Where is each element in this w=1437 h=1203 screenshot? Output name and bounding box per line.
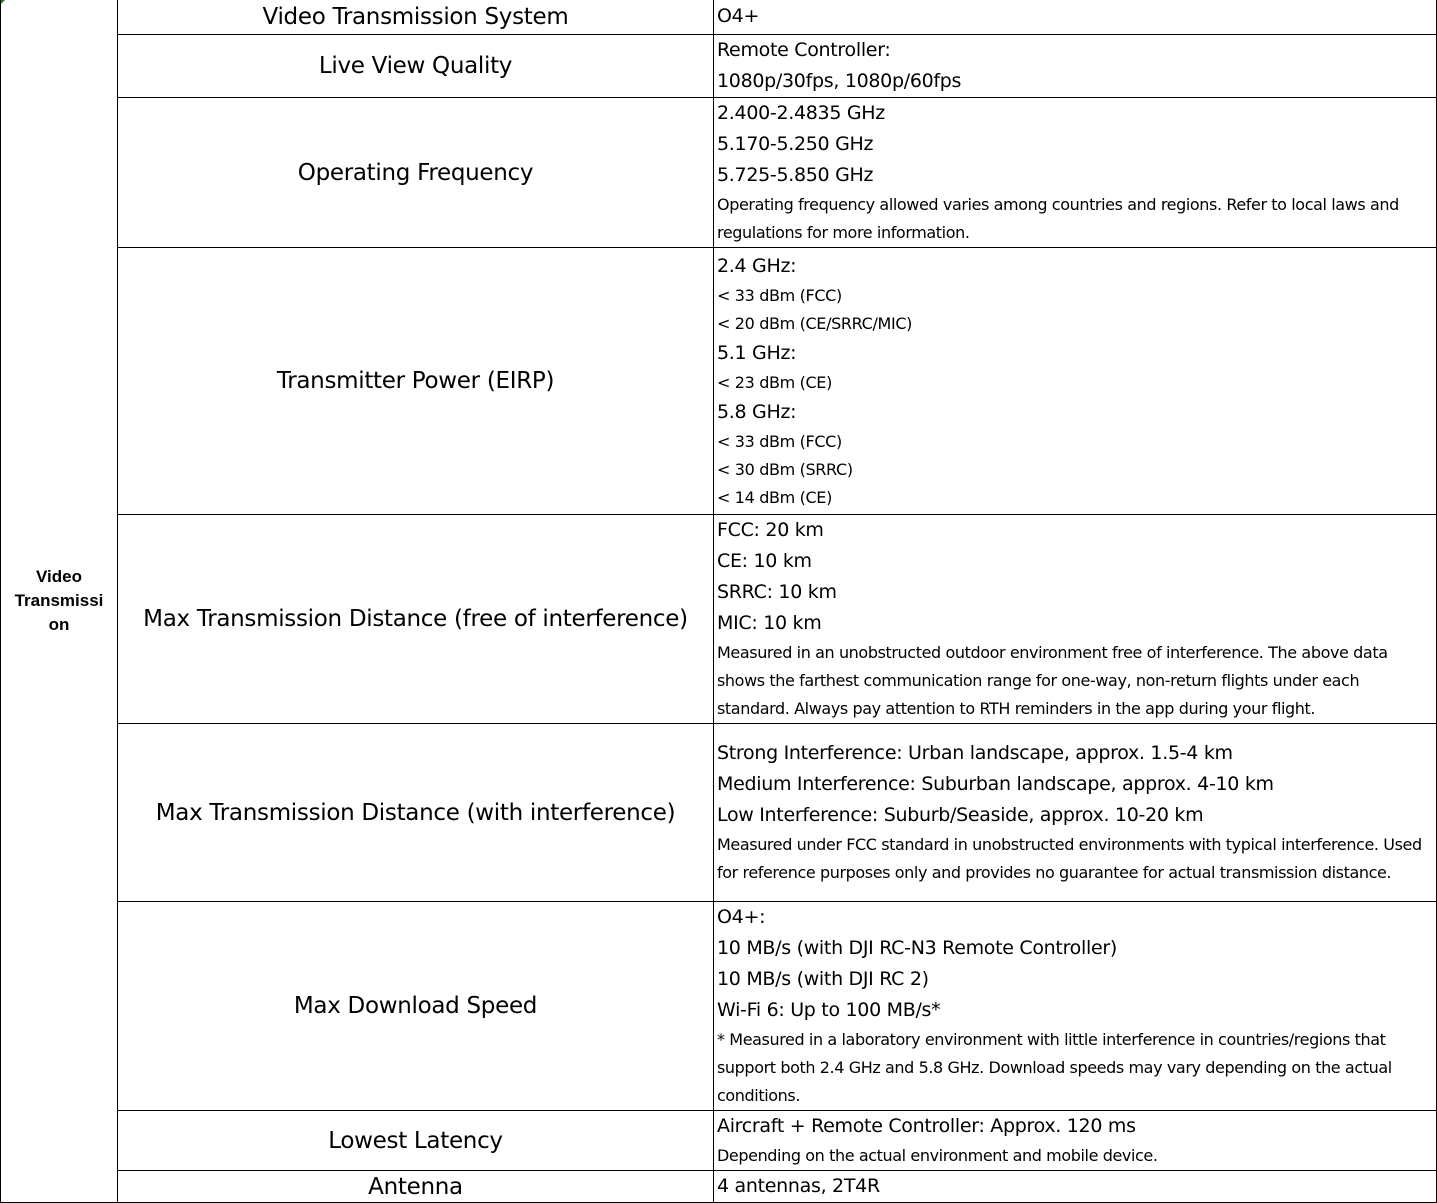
value-line: 5.725-5.850 GHz [717, 164, 874, 186]
value-line: FCC: 20 km [717, 519, 824, 541]
table-row [1, 35, 1437, 98]
value-line: 5.8 GHz: [717, 400, 797, 423]
table-row [1, 248, 1437, 515]
value-line: Remote Controller: [717, 39, 891, 61]
spec-label-cell[interactable]: Operating Frequency [118, 98, 714, 248]
value-line: Medium Interference: Suburban landscape, approx. 4-10 km [717, 773, 1274, 795]
spec-label-cell[interactable]: Max Transmission Distance (with interference) [118, 724, 714, 902]
spec-value-cell[interactable] [714, 1111, 1437, 1171]
value-note: * Measured in a laboratory environment with little interference in countries/regions that support both 2.4 GHz and 5.8 GHz. Download speeds may vary depending on the actual conditions. [717, 1030, 1392, 1105]
value-note: Depending on the actual environment and mobile device. [717, 1146, 1158, 1165]
spec-value-cell[interactable] [714, 1171, 1437, 1203]
value-note: Measured under FCC standard in unobstructed environments with typical interference. Used for reference purposes only and provides no guarantee for actual transmission distance. [717, 835, 1422, 882]
category-cell[interactable] [1, 0, 118, 1203]
value-line: SRRC: 10 km [717, 581, 837, 603]
value-line: 1080p/30fps, 1080p/60fps [717, 70, 962, 92]
spec-label-cell[interactable]: Transmitter Power (EIRP) [118, 248, 714, 515]
value-line: 5.1 GHz: [717, 341, 797, 364]
spec-value-cell[interactable] [714, 515, 1437, 724]
value-line: O4+ [717, 5, 760, 27]
spec-label-cell[interactable]: Live View Quality [118, 35, 714, 98]
table-row [1, 724, 1437, 902]
value-line: 4 antennas, 2T4R [717, 1175, 880, 1197]
table-row [1, 1111, 1437, 1171]
value-line: Aircraft + Remote Controller: Approx. 120 ms [717, 1115, 1136, 1137]
value-line: 10 MB/s (with DJI RC 2) [717, 968, 929, 990]
value-line: Low Interference: Suburb/Seaside, approx. 10-20 km [717, 804, 1204, 826]
table-row [1, 98, 1437, 248]
value-line: 2.4 GHz: [717, 254, 797, 277]
value-line: O4+: [717, 906, 766, 928]
spec-value-cell[interactable] [714, 724, 1437, 902]
value-subline: < 23 dBm (CE) [717, 372, 832, 392]
table-row [1, 515, 1437, 724]
spec-value-cell[interactable] [714, 98, 1437, 248]
value-line: Strong Interference: Urban landscape, approx. 1.5-4 km [717, 742, 1233, 764]
spec-value-cell[interactable] [714, 35, 1437, 98]
spec-label-cell[interactable]: Video Transmission System [118, 0, 714, 35]
table-row [1, 902, 1437, 1111]
spec-label-cell[interactable]: Max Transmission Distance (free of interference) [118, 515, 714, 724]
value-line: 2.400-2.4835 GHz [717, 102, 885, 124]
value-note: Operating frequency allowed varies among countries and regions. Refer to local laws and regulations for more information. [717, 195, 1399, 242]
value-line: Wi-Fi 6: Up to 100 MB/s* [717, 999, 941, 1021]
value-subline: < 20 dBm (CE/SRRC/MIC) [717, 313, 913, 333]
category-label-line: Video [36, 566, 82, 586]
value-subline: < 33 dBm (FCC) [717, 431, 842, 451]
category-label-line: on [48, 614, 70, 634]
category-label-line: Transmissi [14, 590, 104, 610]
spec-label-cell[interactable]: Antenna [118, 1171, 714, 1203]
value-note: Measured in an unobstructed outdoor environment free of interference. The above data shows the farthest communication range for one-way, non-return flights under each standard. Always pay attention to RTH reminders in the app during your flight. [717, 643, 1388, 718]
spec-value-cell[interactable] [714, 248, 1437, 515]
spec-label-cell[interactable]: Lowest Latency [118, 1111, 714, 1171]
value-line: MIC: 10 km [717, 612, 822, 634]
table-row [1, 1171, 1437, 1203]
value-subline: < 33 dBm (FCC) [717, 285, 842, 305]
value-line: 10 MB/s (with DJI RC-N3 Remote Controller) [717, 937, 1117, 959]
spec-label-cell[interactable]: Max Download Speed [118, 902, 714, 1111]
value-line: 5.170-5.250 GHz [717, 133, 874, 155]
table-row [1, 0, 1437, 35]
spec-value-cell[interactable] [714, 0, 1437, 35]
value-subline: < 14 dBm (CE) [717, 487, 832, 507]
value-line: CE: 10 km [717, 550, 812, 572]
spec-value-cell[interactable] [714, 902, 1437, 1111]
value-subline: < 30 dBm (SRRC) [717, 459, 853, 479]
